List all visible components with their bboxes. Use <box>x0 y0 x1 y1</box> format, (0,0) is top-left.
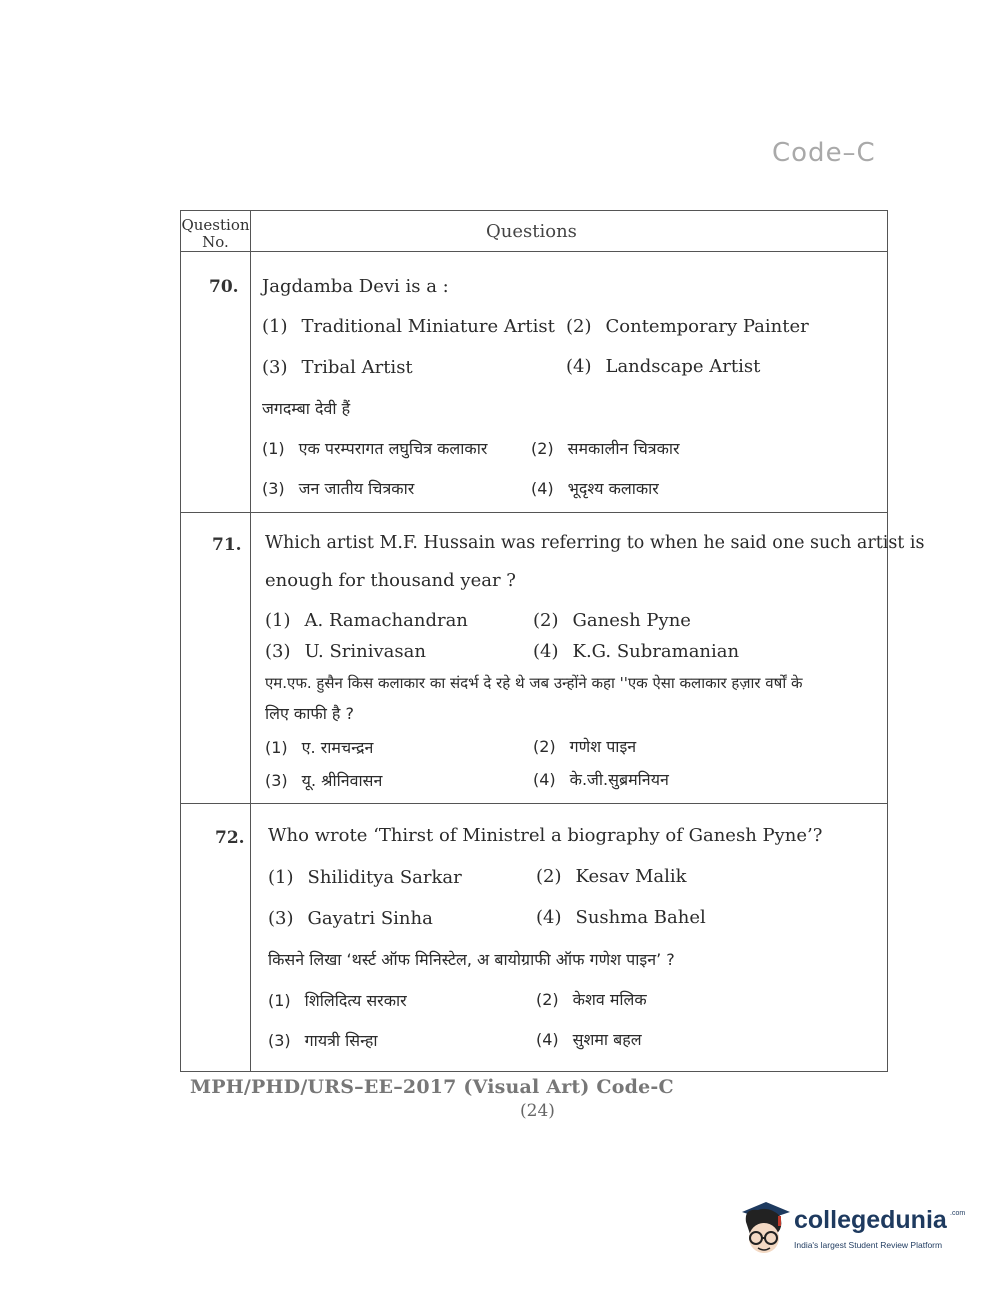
row-divider <box>181 803 887 804</box>
option-number: (2) <box>566 316 592 337</box>
question-text-en: Who wrote ‘Thirst of Ministrel a biography of Ganesh Pyne’? <box>268 825 823 846</box>
question-text-hi: एम.एफ. हुसैन किस कलाकार का संदर्भ दे रहे थे जब उन्होंने कहा ''एक ऐसा कलाकार हज़ार वर्षों के <box>265 674 803 692</box>
option-text: गायत्री सिन्हा <box>304 1031 378 1050</box>
option-en-1 <box>268 867 462 888</box>
option-number: (1) <box>268 991 291 1010</box>
option-hi-3 <box>265 769 382 791</box>
option-text: A. Ramachandran <box>304 610 468 631</box>
brand-watermark[interactable] <box>736 1198 964 1268</box>
brand-tagline: India's largest Student Review Platform <box>794 1240 943 1250</box>
footer-paper-title: MPH/PHD/URS–EE–2017 (Visual Art) Code-C <box>190 1076 674 1098</box>
option-hi-1 <box>265 736 373 758</box>
option-number: (4) <box>533 770 556 789</box>
option-number: (4) <box>566 356 592 377</box>
option-number: (4) <box>536 1030 559 1049</box>
brand-name: collegedunia <box>794 1206 947 1234</box>
option-hi-2 <box>531 437 680 459</box>
option-text: Kesav Malik <box>575 866 687 887</box>
option-number: (3) <box>268 908 294 929</box>
option-number: (2) <box>533 610 559 631</box>
option-number: (3) <box>262 479 285 498</box>
option-text: Landscape Artist <box>605 356 761 377</box>
option-en-2 <box>536 866 687 887</box>
paper-code: Code–C <box>772 138 876 168</box>
question-number: 70. <box>209 277 239 297</box>
option-en-4 <box>566 356 760 377</box>
header-divider <box>181 251 887 252</box>
option-en-3 <box>268 908 433 929</box>
option-en-2 <box>533 610 691 631</box>
option-text: K.G. Subramanian <box>572 641 740 662</box>
option-text: Shiliditya Sarkar <box>307 867 462 888</box>
option-number: (2) <box>536 866 562 887</box>
option-text: एक परम्परागत लघुचित्र कलाकार <box>298 439 488 458</box>
option-text: भूदृश्य कलाकार <box>567 479 659 498</box>
option-en-1 <box>265 610 468 631</box>
option-hi-4 <box>533 768 669 790</box>
option-en-2 <box>566 316 809 337</box>
questions-table <box>180 210 925 1072</box>
option-hi-3 <box>262 477 414 499</box>
column-header-questions: Questions <box>486 221 577 242</box>
option-text: सुशमा बहल <box>572 1030 642 1049</box>
option-hi-2 <box>536 988 647 1010</box>
option-number: (1) <box>262 316 288 337</box>
option-number: (1) <box>268 867 294 888</box>
brand-domain-suffix: .com <box>950 1210 966 1217</box>
mascot-icon <box>736 1198 792 1260</box>
option-number: (1) <box>265 738 288 757</box>
option-number: (2) <box>533 737 556 756</box>
option-text: के.जी.सुब्रमनियन <box>569 770 669 789</box>
option-number: (4) <box>531 479 554 498</box>
option-hi-4 <box>531 477 659 499</box>
option-text: शिलिदित्य सरकार <box>304 991 407 1010</box>
question-text-en-cont: enough for thousand year ? <box>265 570 516 591</box>
option-number: (1) <box>265 610 291 631</box>
row-divider <box>181 512 887 513</box>
question-text-en: Which artist M.F. Hussain was referring to when he said one such artist is <box>265 533 925 553</box>
column-divider <box>250 211 251 1071</box>
option-en-3 <box>265 641 426 662</box>
option-hi-2 <box>533 735 636 757</box>
question-text-hi: जगदम्बा देवी हैं <box>262 399 351 418</box>
option-text: केशव मलिक <box>572 990 647 1009</box>
option-en-4 <box>533 641 739 662</box>
option-text: समकालीन चित्रकार <box>567 439 680 458</box>
option-text: U. Srinivasan <box>304 641 426 662</box>
option-text: ए. रामचन्द्रन <box>301 738 374 757</box>
option-number: (3) <box>262 357 288 378</box>
option-hi-1 <box>262 437 487 459</box>
option-number: (3) <box>265 641 291 662</box>
option-text: जन जातीय चित्रकार <box>298 479 415 498</box>
question-text-en: Jagdamba Devi is a : <box>262 276 449 297</box>
option-number: (2) <box>531 439 554 458</box>
page-number: (24) <box>520 1101 555 1121</box>
option-text: यू. श्रीनिवासन <box>301 771 383 790</box>
option-text: Ganesh Pyne <box>572 610 691 631</box>
option-number: (3) <box>268 1031 291 1050</box>
option-text: Tribal Artist <box>301 357 413 378</box>
option-text: Sushma Bahel <box>575 907 706 928</box>
option-hi-4 <box>536 1028 642 1050</box>
option-number: (4) <box>533 641 559 662</box>
option-number: (2) <box>536 990 559 1009</box>
option-text: Contemporary Painter <box>605 316 809 337</box>
column-header-question-no: Question No. <box>181 216 250 251</box>
question-text-hi-cont: लिए काफी है ? <box>265 704 354 723</box>
question-number: 71. <box>212 535 242 555</box>
option-text: गणेश पाइन <box>569 737 637 756</box>
option-hi-3 <box>268 1029 378 1051</box>
option-number: (4) <box>536 907 562 928</box>
option-number: (3) <box>265 771 288 790</box>
option-number: (1) <box>262 439 285 458</box>
option-en-1 <box>262 316 555 337</box>
option-hi-1 <box>268 989 407 1011</box>
question-number: 72. <box>215 828 245 848</box>
question-text-hi: किसने लिखा ‘थर्स्ट ऑफ मिनिस्टेल, अ बायोग्राफी ऑफ गणेश पाइन’ ? <box>268 950 675 969</box>
option-en-3 <box>262 357 413 378</box>
option-text: Gayatri Sinha <box>307 908 433 929</box>
option-en-4 <box>536 907 706 928</box>
option-text: Traditional Miniature Artist <box>301 316 555 337</box>
